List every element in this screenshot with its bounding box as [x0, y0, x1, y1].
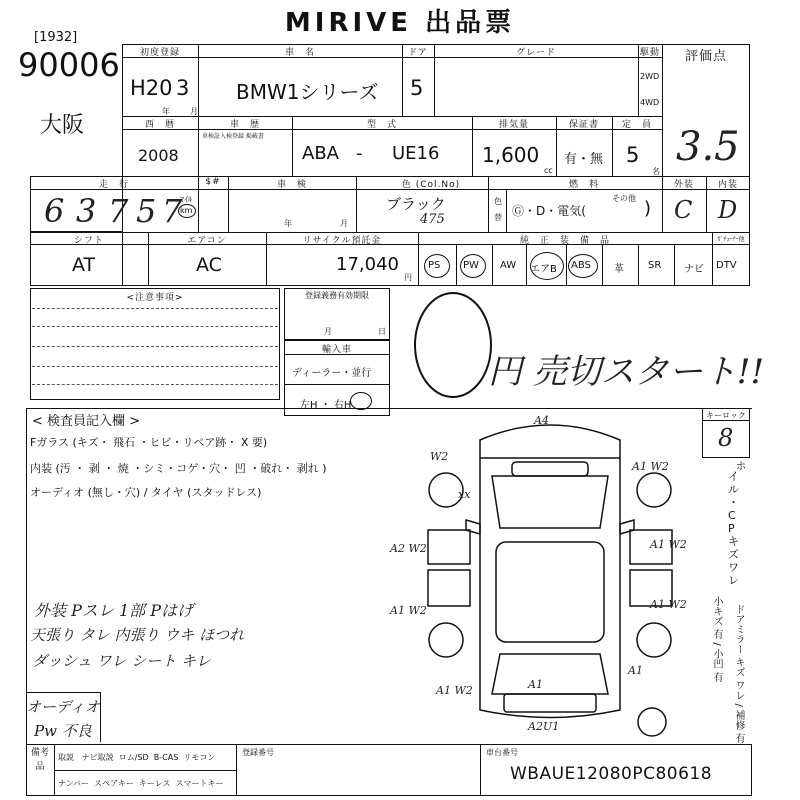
hdr-interior: 内装 — [717, 180, 738, 190]
car-diagram — [390, 410, 700, 740]
mark-hood-l: W2 — [430, 450, 449, 463]
hdr-import: 輸入車 — [321, 345, 352, 355]
hdr-meter: $# — [205, 177, 221, 187]
lot-number: 90006 — [18, 46, 120, 84]
rs-7: ズ — [728, 548, 739, 561]
rs-2: ル — [728, 483, 739, 496]
exterior-grade: C — [674, 196, 693, 224]
hdr-displacement: 排気量 — [498, 120, 529, 130]
aircon-value: AC — [196, 254, 222, 276]
mark-mirror: xx — [458, 488, 471, 501]
inspection-year: 年 — [284, 219, 292, 228]
model-dash: - — [356, 143, 363, 164]
rs-8: ワ — [728, 561, 739, 574]
hdr-shift: シフト — [73, 236, 104, 246]
score-value: 3.5 — [676, 124, 740, 170]
form-title: MIRIVE 出品票 — [284, 8, 516, 38]
hdr-reg-date: 登録義務有効期限 — [305, 291, 369, 300]
serial-number: WBAUE12080PC80618 — [510, 764, 713, 784]
interior-grade: D — [718, 196, 738, 224]
rs-6: キ — [728, 535, 739, 548]
model-prefix: ABA — [302, 143, 339, 164]
year-value: 2008 — [138, 146, 179, 165]
hdr-exterior: 外装 — [673, 180, 694, 190]
mark-roof: A1 — [528, 678, 543, 691]
hdr-equipment: 純 正 装 備 品 — [519, 236, 610, 246]
equip-ps: PS — [428, 260, 441, 271]
mileage-d3: 5 — [136, 192, 157, 230]
rs-4: C — [728, 509, 736, 522]
right-side-note-2: 小キズ 有 / 小凹 有 — [711, 596, 722, 683]
b1-2: ロム/SD — [118, 753, 149, 762]
b2-3: スマートキー — [175, 779, 224, 788]
right-side-note: ホ — [734, 460, 747, 471]
mark-front: A4 — [534, 414, 549, 427]
hdr-inspection: 車 検 — [276, 180, 307, 190]
b2-0: ナンバー — [58, 779, 90, 788]
equip-pw: PW — [463, 260, 479, 271]
equip-leather: 革 — [614, 264, 624, 275]
b2-2: キーレス — [138, 779, 171, 788]
bottom-side-label: 備考品 — [30, 748, 49, 772]
drive-4wd: 4WD — [640, 98, 660, 107]
hdr-notes: <注意事項> — [126, 293, 184, 303]
hdr-model: 型 式 — [366, 120, 397, 130]
hdr-door: ドア — [408, 48, 428, 58]
hdr-fuel: 燃 料 — [568, 180, 599, 190]
hdr-grade: グレード — [515, 48, 556, 58]
start-price-zero — [414, 292, 492, 398]
car-name: BMW1シリーズ — [236, 80, 379, 104]
fuel-close: ) — [644, 198, 652, 219]
cc-unit: cc — [544, 166, 553, 175]
color-side-1: 色 — [494, 197, 502, 206]
recycle-value: 17,040 — [336, 254, 399, 275]
hdr-key-lock: キーロック — [706, 411, 746, 420]
hdr-color: 色 (Col.No) — [401, 180, 461, 190]
start-price-text: 円 売切スタート!! — [488, 352, 765, 392]
rs-5: P — [728, 522, 735, 535]
mileage-d0: 6 — [44, 192, 78, 230]
inspection-month: 月 — [340, 219, 348, 228]
capacity-value: 5 — [626, 143, 640, 167]
b2-1: スペアキー — [94, 779, 134, 788]
inspector-interior: 内装 (汚 ・ 剥 ・ 焼 ・シミ・コゲ・穴・ 凹 ・破れ・ 剥れ ) — [30, 462, 327, 475]
color-name: ブラック — [386, 195, 446, 213]
import-dealer: ディーラー・並行 — [292, 368, 372, 379]
lot-code: [1932] — [34, 30, 78, 45]
mileage-note: ﾏｲﾙ — [180, 195, 192, 204]
inspector-audio-tyre: オーディオ (無し・穴) / タイヤ (スタッドレス) — [30, 486, 262, 499]
b1-1: ナビ取説 — [81, 753, 114, 762]
hdr-score: 評価点 — [684, 49, 727, 64]
fuel-type: Ⓖ・D・電気( — [512, 204, 586, 218]
recycle-unit: 円 — [404, 273, 412, 282]
fuel-other: その他 — [612, 194, 636, 203]
b1-4: リモコン — [183, 753, 216, 762]
hand-note-4: オーディオ — [26, 698, 100, 716]
warranty-value: 有・無 — [564, 152, 604, 167]
hdr-first-reg: 初度登録 — [139, 48, 180, 58]
hdr-history: 車 歴 — [229, 120, 260, 130]
rs-1: イ — [728, 470, 739, 483]
mark-rear-r: A1 — [628, 664, 643, 677]
hdr-inspector: < 検査員記入欄 > — [32, 414, 141, 429]
mark-tyre-fl: A1 W2 — [632, 460, 669, 473]
color-side-2: 替 — [494, 213, 502, 222]
year-unit: 年 — [162, 107, 170, 116]
equip-navi: ナビ — [684, 264, 704, 275]
hdr-aircon: エアコン — [187, 236, 227, 246]
month-unit: 月 — [190, 107, 198, 116]
reg-month: 月 — [324, 327, 332, 336]
mark-rear-l: A1 W2 — [436, 684, 473, 697]
import-hand: 左H ・ 右H — [300, 400, 352, 411]
right-side-note-3: ドアミラー キズ ワレ / 補修 有 — [733, 604, 744, 744]
hdr-mileage: 走 行 — [98, 180, 129, 190]
key-count: 8 — [718, 424, 734, 452]
displacement-value: 1,600 — [482, 143, 540, 167]
door-count: 5 — [410, 76, 424, 100]
venue: 大阪 — [40, 113, 85, 138]
hdr-drive: 駆動 — [639, 48, 660, 58]
hdr-recycle: リサイクル預託金 — [302, 236, 382, 246]
shift-value: AT — [72, 254, 96, 276]
equip-airbag: エアB — [530, 264, 557, 275]
mileage-d4: 7 — [162, 192, 183, 230]
hdr-year: 西 暦 — [144, 120, 175, 130]
mark-tyre-rr: A1 W2 — [650, 598, 687, 611]
b1-0: 取説 — [58, 753, 74, 762]
mileage-d1: 3 — [76, 192, 97, 230]
hdr-reg-number: 登録番号 — [242, 748, 274, 757]
b1-3: B-CAS — [153, 753, 179, 762]
mark-rear: A2U1 — [528, 720, 560, 733]
hdr-capacity: 定 員 — [621, 120, 652, 130]
mark-side-l: A2 W2 — [390, 542, 427, 555]
equip-abs: ABS — [571, 260, 591, 271]
inspector-glass: Fガラス (キズ・ 飛石 ・ヒビ・リペア跡・ X 要) — [30, 436, 268, 449]
reg-day: 日 — [378, 327, 386, 336]
hand-note-5: Pw 不良 — [34, 722, 92, 740]
color-number: 475 — [420, 212, 445, 227]
hdr-warranty: 保証書 — [568, 120, 599, 130]
hdr-tuner: ｶﾞﾁｭｰﾅｰ他 — [717, 236, 745, 243]
mileage-d2: 7 — [108, 192, 129, 230]
rs-3: ・ — [728, 496, 739, 509]
hand-note-2: 天張り タレ 内張り ウキ ほつれ — [30, 626, 245, 644]
equip-sr: SR — [648, 260, 662, 271]
first-reg-era: H20 — [130, 76, 173, 100]
drive-2wd: 2WD — [640, 72, 660, 81]
hdr-serial: 車台番号 — [486, 748, 518, 757]
hand-note-3: ダッシュ ワレ シート キレ — [32, 652, 211, 670]
model-code: UE16 — [392, 143, 440, 164]
hand-note-1: 外装 Pスレ 1部 Pはげ — [34, 601, 193, 620]
first-reg-month: 3 — [176, 76, 190, 100]
hdr-car-name: 車 名 — [284, 48, 315, 58]
rs-9: レ — [728, 574, 739, 587]
equip-aw: AW — [500, 260, 517, 271]
equip-dtv: DTV — [716, 260, 737, 271]
mark-tyre-rl: A1 W2 — [390, 604, 427, 617]
mileage-unit: km — [180, 206, 193, 215]
mark-side-r: A1 W2 — [650, 538, 687, 551]
history-note: 車検証入検登録 掲載書 — [202, 133, 264, 140]
capacity-unit: 名 — [652, 167, 660, 176]
